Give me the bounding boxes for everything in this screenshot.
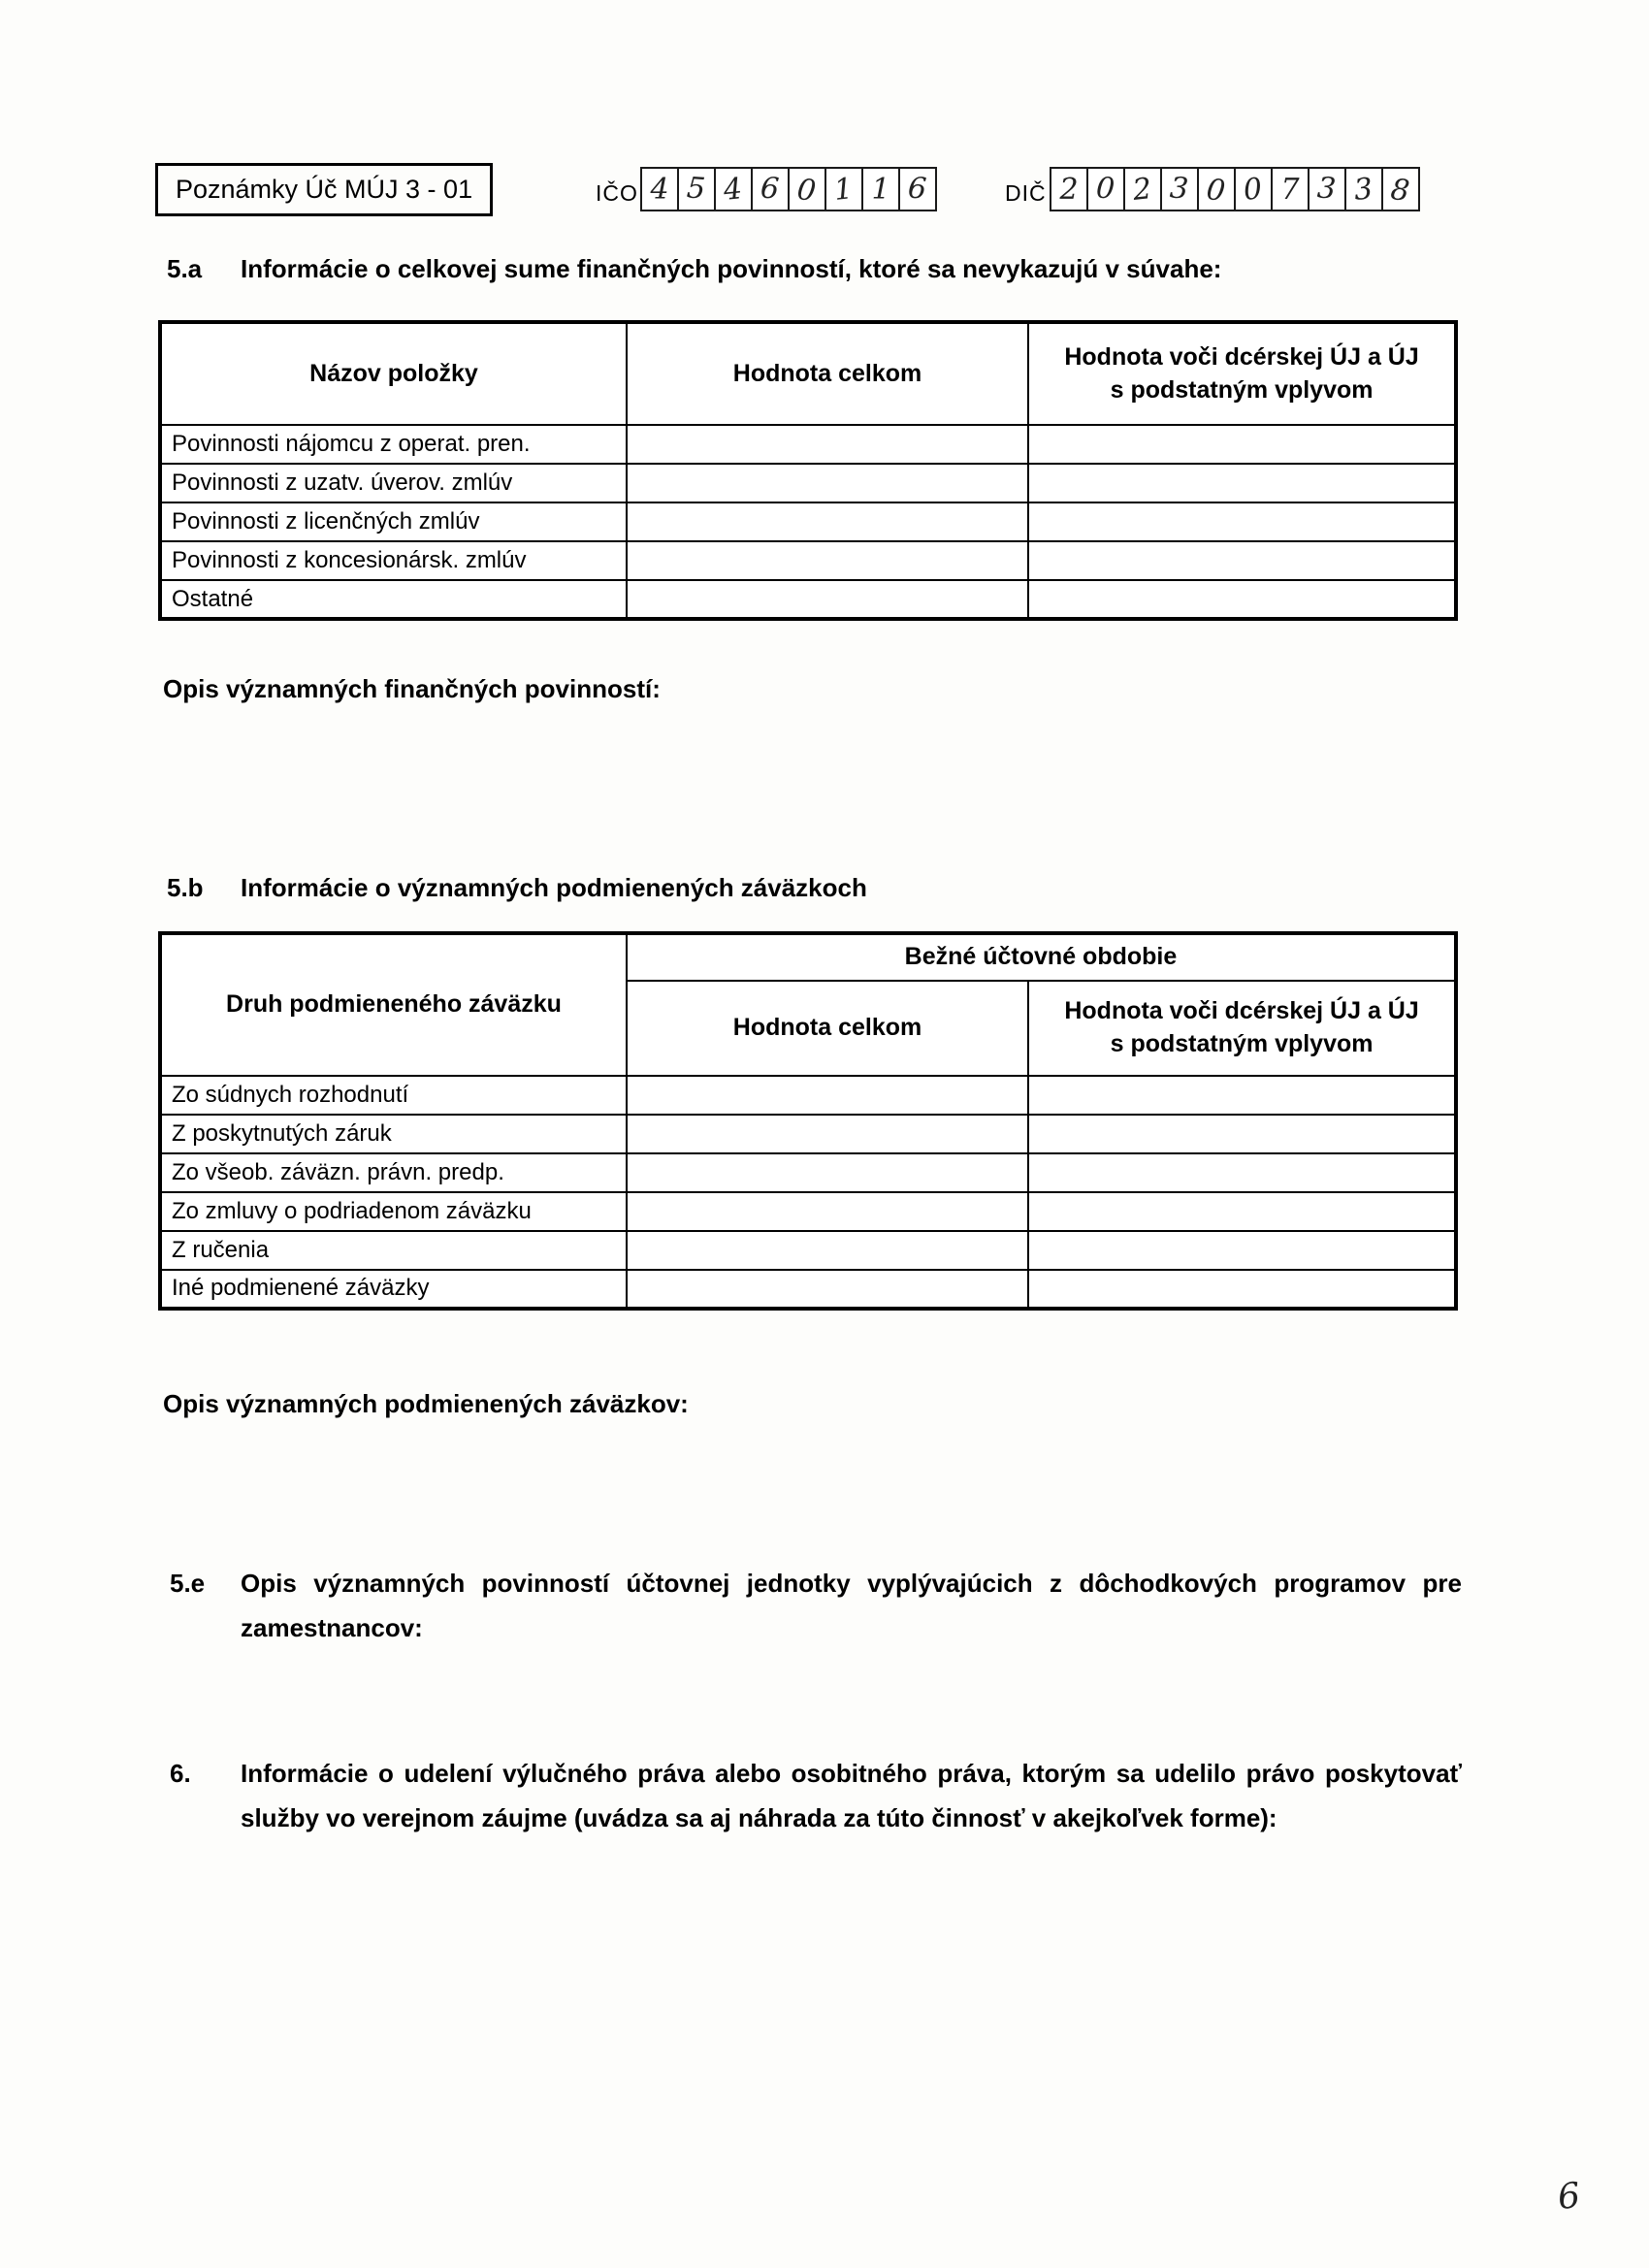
- section-5b-heading: [167, 873, 867, 903]
- value-cell: [627, 1076, 1028, 1115]
- ico-digit: 6: [907, 170, 928, 207]
- value-cell: [627, 1231, 1028, 1270]
- col-header-total-value: Hodnota celkom: [627, 981, 1028, 1076]
- col-header-item-name: Názov položky: [160, 322, 627, 425]
- contingent-liabilities-table: [158, 931, 1458, 1311]
- dic-digit-box: [1381, 167, 1420, 211]
- value-cell: [1028, 580, 1456, 619]
- section-5e: [170, 1562, 1462, 1650]
- col-header-total-value: Hodnota celkom: [627, 322, 1028, 425]
- col-header-subsidiary-value: Hodnota voči dcérskej ÚJ a ÚJ s podstatným vplyvom: [1028, 322, 1456, 425]
- table-row: [160, 1115, 1456, 1153]
- dic-digit-grid: [1051, 167, 1420, 211]
- value-cell: [627, 1270, 1028, 1309]
- row-label: Zo súdnych rozhodnutí: [160, 1076, 627, 1115]
- dic-digit: 3: [1352, 171, 1375, 208]
- ico-digit: 1: [871, 172, 890, 207]
- col-header-current-period: Bežné účtovné obdobie: [627, 933, 1456, 981]
- ico-digit-box: [788, 167, 826, 211]
- value-cell: [1028, 1231, 1456, 1270]
- dic-digit-box: [1308, 167, 1346, 211]
- section-5e-number: 5.e: [170, 1569, 206, 1598]
- value-cell: [1028, 425, 1456, 464]
- value-cell: [627, 1192, 1028, 1231]
- dic-digit-box: [1086, 167, 1125, 211]
- table-row: [160, 1153, 1456, 1192]
- value-cell: [1028, 1076, 1456, 1115]
- value-cell: [627, 541, 1028, 580]
- dic-digit: 2: [1059, 172, 1079, 207]
- row-label: Povinnosti z koncesionársk. zmlúv: [160, 541, 627, 580]
- handwritten-page-number: 6: [1555, 2175, 1582, 2219]
- dic-digit: 7: [1280, 172, 1300, 207]
- dic-digit: 0: [1095, 170, 1116, 207]
- row-label: Z ručenia: [160, 1231, 627, 1270]
- table-row: [160, 502, 1456, 541]
- section-5a-number: 5.a: [167, 254, 203, 283]
- row-label: Z poskytnutých záruk: [160, 1115, 627, 1153]
- ico-digit-grid: [642, 167, 937, 211]
- ico-digit-box: [640, 167, 679, 211]
- ico-digit: 0: [795, 172, 819, 209]
- ico-label: IČO: [596, 180, 638, 206]
- value-cell: [1028, 1153, 1456, 1192]
- section-6-number: 6.: [170, 1759, 191, 1788]
- table-row: [160, 1192, 1456, 1231]
- section-5a-title: Informácie o celkovej sume finančných povinností, ktoré sa nevykazujú v súvahe:: [241, 254, 1222, 283]
- section-5e-text: Opis významných povinností účtovnej jednotky vyplývajúcich z dôchodkových programov pre zamestnancov:: [241, 1569, 1462, 1642]
- col-header-subsidiary-value: Hodnota voči dcérskej ÚJ a ÚJ s podstatným vplyvom: [1028, 981, 1456, 1076]
- ico-digit: 6: [760, 170, 781, 207]
- row-label: Povinnosti z uzatv. úverov. zmlúv: [160, 464, 627, 502]
- row-label: Iné podmienené záväzky: [160, 1270, 627, 1309]
- form-code-label: Poznámky Úč MÚJ 3 - 01: [176, 175, 473, 204]
- form-code-box: [155, 163, 493, 216]
- section-5a-heading: [167, 254, 1221, 284]
- table-row: [160, 1076, 1456, 1115]
- ico-digit-box: [751, 167, 790, 211]
- table-row: [160, 1231, 1456, 1270]
- col-header-liability-type: Druh podmieneného záväzku: [160, 933, 627, 1076]
- value-cell: [1028, 1192, 1456, 1231]
- table-row: [160, 580, 1456, 619]
- value-cell: [1028, 1270, 1456, 1309]
- dic-digit: 0: [1205, 172, 1228, 209]
- dic-digit-box: [1160, 167, 1199, 211]
- dic-digit-box: [1234, 167, 1273, 211]
- section-5b-title: Informácie o významných podmienených záväzkoch: [241, 873, 867, 902]
- ico-digit: 4: [650, 172, 669, 207]
- row-label: Povinnosti nájomcu z operat. pren.: [160, 425, 627, 464]
- value-cell: [1028, 1115, 1456, 1153]
- value-cell: [627, 1153, 1028, 1192]
- table-row: [160, 541, 1456, 580]
- value-cell: [1028, 541, 1456, 580]
- dic-digit-box: [1344, 167, 1383, 211]
- table-row: [160, 1270, 1456, 1309]
- section-6: [170, 1752, 1462, 1840]
- ico-digit: 5: [686, 170, 707, 207]
- ico-digit-box: [677, 167, 716, 211]
- ico-digit-box: [714, 167, 753, 211]
- dic-digit: 2: [1131, 171, 1154, 208]
- ico-digit: 1: [832, 171, 856, 208]
- section-5b-number: 5.b: [167, 873, 204, 902]
- ico-digit-box: [824, 167, 863, 211]
- row-label: Ostatné: [160, 580, 627, 619]
- ico-digit-box: [861, 167, 900, 211]
- contingent-liabilities-description-label: Opis významných podmienených záväzkov:: [163, 1389, 689, 1418]
- value-cell: [627, 425, 1028, 464]
- row-label: Zo všeob. záväzn. právn. predp.: [160, 1153, 627, 1192]
- dic-digit-box: [1271, 167, 1310, 211]
- dic-digit: 3: [1316, 170, 1338, 207]
- dic-digit: 0: [1242, 171, 1265, 208]
- value-cell: [627, 502, 1028, 541]
- dic-label: DIČ: [1005, 180, 1047, 206]
- row-label: Povinnosti z licenčných zmlúv: [160, 502, 627, 541]
- table-row: [160, 425, 1456, 464]
- dic-digit: 3: [1169, 170, 1190, 207]
- ico-digit: 4: [722, 171, 745, 208]
- financial-obligations-description-label: Opis významných finančných povinností:: [163, 674, 661, 703]
- dic-digit: 8: [1389, 172, 1412, 209]
- dic-digit-box: [1050, 167, 1088, 211]
- ico-digit-box: [898, 167, 937, 211]
- value-cell: [627, 580, 1028, 619]
- value-cell: [1028, 464, 1456, 502]
- table-row: [160, 464, 1456, 502]
- value-cell: [627, 1115, 1028, 1153]
- dic-digit-box: [1197, 167, 1236, 211]
- value-cell: [1028, 502, 1456, 541]
- section-6-text: Informácie o udelení výlučného práva alebo osobitného práva, ktorým sa udelilo právo poskytovať služby vo verejnom záujme (uvádza sa aj náhrada za túto činnosť v akejkoľvek forme):: [241, 1759, 1462, 1832]
- financial-obligations-table: [158, 320, 1458, 621]
- dic-digit-box: [1123, 167, 1162, 211]
- value-cell: [627, 464, 1028, 502]
- row-label: Zo zmluvy o podriadenom záväzku: [160, 1192, 627, 1231]
